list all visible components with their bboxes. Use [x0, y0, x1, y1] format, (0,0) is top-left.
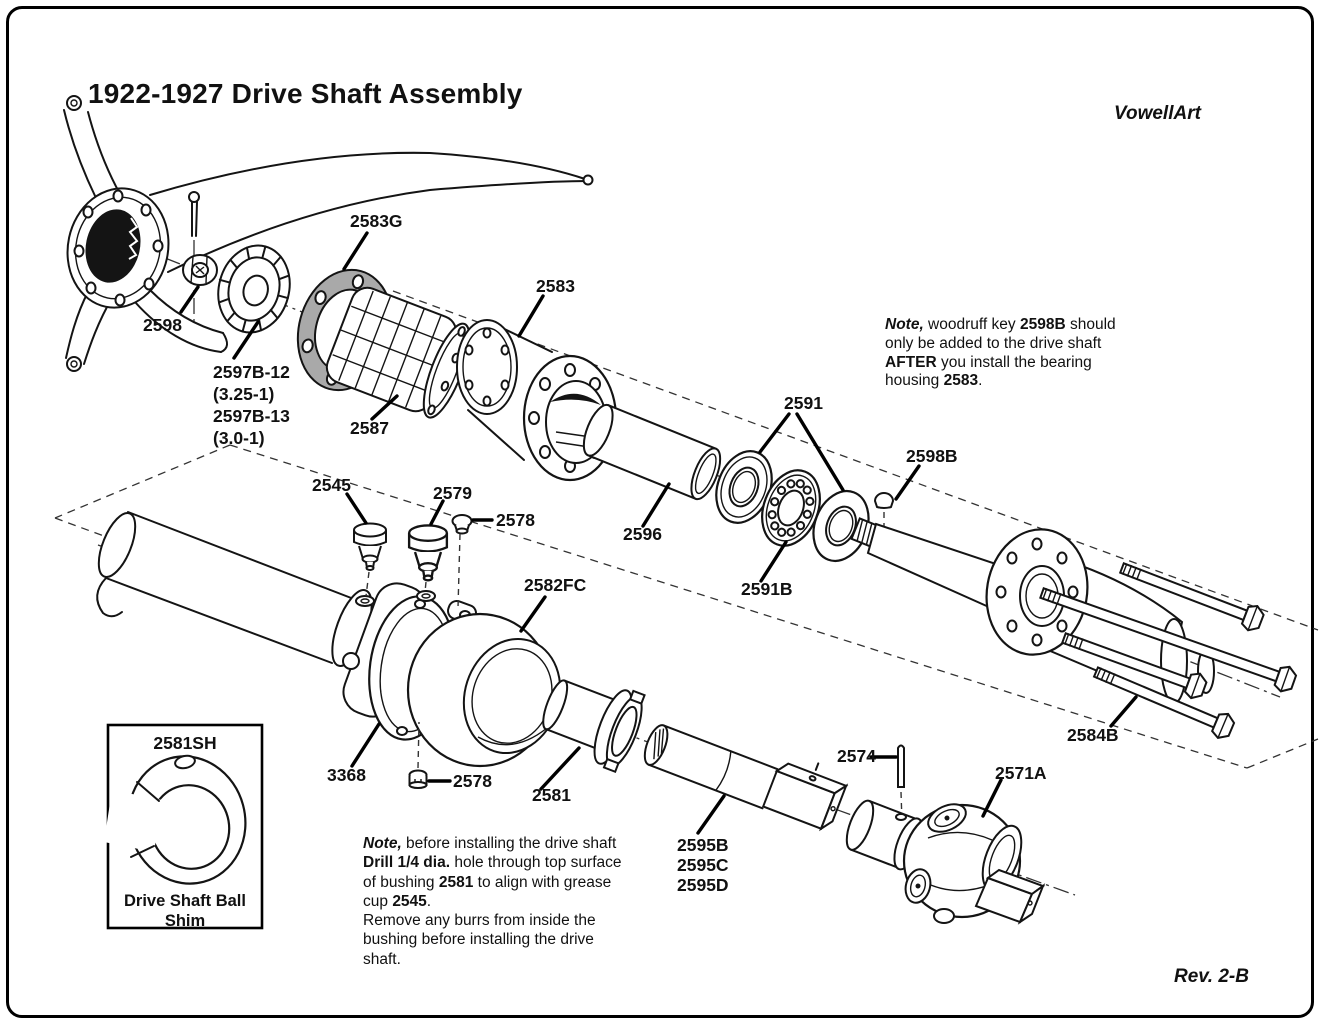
label-2581: 2581: [532, 785, 571, 805]
part-torque-tube: [91, 508, 379, 670]
label-2581sh: 2581SH: [153, 733, 217, 753]
page-title: 1922-1927 Drive Shaft Assembly: [88, 78, 523, 109]
inset-caption-line1: Drive Shaft Ball: [124, 892, 246, 910]
pin-hole: [896, 814, 906, 820]
part-shaft-2595: [640, 704, 850, 834]
leader-2579: [431, 501, 443, 524]
flange-ear-hole: [343, 653, 359, 669]
leader-2598: [181, 287, 198, 312]
leader-3368: [352, 724, 379, 766]
part-grease-cup-2545: [354, 524, 386, 571]
grease-boss: [356, 596, 374, 606]
label-2571a: 2571A: [995, 763, 1047, 783]
leader-2583: [519, 296, 543, 336]
part-bolt-2578-bottom: [410, 771, 427, 789]
leader-2545: [347, 494, 366, 523]
leader-2595: [698, 796, 724, 833]
label-2597b-13: 2597B-13: [213, 406, 290, 426]
label-2591b: 2591B: [741, 579, 793, 599]
plane-edge-right: [1247, 739, 1318, 768]
grease-boss: [417, 591, 435, 601]
leader-2591-left: [760, 414, 789, 452]
part-universal-joint-2571a: [841, 796, 1043, 923]
part-pin-2574: [898, 746, 904, 823]
leader-2582fc: [521, 597, 545, 631]
part-screw-2578-top: [453, 515, 472, 534]
label-2595d: 2595D: [677, 875, 729, 895]
label-2582fc: 2582FC: [524, 575, 587, 595]
leader-2584b: [1111, 697, 1136, 726]
label-2587: 2587: [350, 418, 389, 438]
pin-hole: [809, 775, 816, 781]
leader-2596: [643, 484, 669, 526]
label-2597b-13-ratio: (3.0-1): [213, 428, 265, 448]
leader-2598b: [896, 466, 919, 499]
label-2597b-12: 2597B-12: [213, 362, 290, 382]
label-2545: 2545: [312, 475, 351, 495]
label-2598: 2598: [143, 315, 182, 335]
leader-2591b: [761, 542, 786, 581]
revision-label: Rev. 2-B: [1174, 966, 1249, 987]
leader-2583g: [344, 233, 367, 269]
plane-edge-left: [55, 445, 230, 518]
label-2574: 2574: [837, 746, 876, 766]
part-nut-2598: [183, 255, 217, 285]
label-2595b: 2595B: [677, 835, 729, 855]
part-grease-cup-2579: [409, 525, 447, 580]
label-2597b-12-ratio: (3.25-1): [213, 384, 275, 404]
inset-caption-line2: Shim: [164, 912, 206, 930]
part-tube-2596: [578, 401, 726, 503]
label-2596: 2596: [623, 524, 662, 544]
note-woodruff-key: Note, woodruff key 2598B should only be added to the drive shaft AFTER you install the bearing housing 2583.: [885, 316, 1116, 390]
label-3368: 3368: [327, 765, 366, 785]
label-2579: 2579: [433, 483, 472, 503]
label-2591: 2591: [784, 393, 823, 413]
label-2595c: 2595C: [677, 855, 729, 875]
label-2578-top: 2578: [496, 510, 535, 530]
leader-2581: [541, 748, 579, 789]
label-2584b: 2584B: [1067, 725, 1119, 745]
label-2578-bottom: 2578: [453, 771, 492, 791]
artist-credit: VowellArt: [1114, 103, 1201, 124]
label-2598b: 2598B: [906, 446, 958, 466]
label-2583g: 2583G: [350, 211, 403, 231]
label-2583: 2583: [536, 276, 575, 296]
note-drill-bushing: Note, before installing the drive shaft Drill 1/4 dia. hole through top surface of bushing 2581 to align with grease cup 2545. Remove any burrs from inside the bushing before installing the drive shaft.: [363, 835, 622, 968]
leader-2571a: [983, 780, 1001, 816]
